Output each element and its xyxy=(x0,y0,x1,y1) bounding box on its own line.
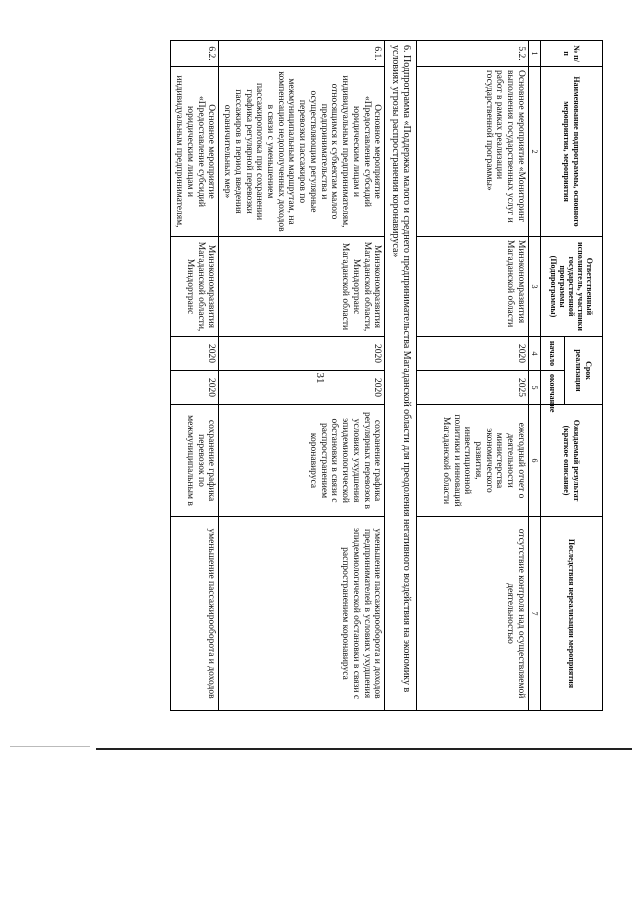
section-heading: 6. Подпрограмма «Поддержка малого и среднего предпринимательства Магаданской области для преодоления негативного воздействия на экономику в условиях угрозы распространения коронавируса» xyxy=(385,41,417,711)
row-responsible: Минэкономразвития Магаданской области xyxy=(416,237,528,337)
column-number: 1 xyxy=(528,41,540,67)
row-responsible: Минэкономразвития Магаданской области, Миндортранс Магаданской области xyxy=(219,237,385,337)
header-period: Срок реализации xyxy=(565,337,603,405)
page-number: 31 xyxy=(314,372,326,384)
row-name: Основное мероприятие «Предоставление субсидий юридическим лицам и индивидуальным предпринимателям, xyxy=(171,67,219,237)
row-num: 6.2. xyxy=(171,41,219,67)
header-result: Ожидаемый результат (краткое описание) xyxy=(541,405,603,517)
header-name: Наименование подпрограммы, основного мероприятия, мероприятия xyxy=(541,67,603,237)
column-number: 4 xyxy=(528,337,540,371)
row-name: Основное мероприятие «Предоставление субсидий юридическим лицам и индивидуальным предпринимателям, относящимся к субъектам малого предпринимательства и осуществляющим регулярные перевозки пассажиров по межмуниципальным маршрутам, на компенсацию недополученных доходов в связи с уменьшением пассажиропотока при сохранении графика регулярной перевозки пассажиров в период введения ограничительных мер» xyxy=(219,67,385,237)
measures-table xyxy=(170,40,603,711)
column-number: 3 xyxy=(528,237,540,337)
row-result: ежегодный отчет о деятельности министерства экономического развития, инвестиционной политики и инноваций Магаданской области xyxy=(416,405,528,517)
horizontal-rule xyxy=(96,748,632,750)
column-number: 7 xyxy=(528,517,540,711)
table-row xyxy=(219,41,385,711)
row-start: 2020 xyxy=(219,337,385,371)
row-consequences: уменьшение пассажирооборота и доходов предпринимателей в условиях ухудшения эпидемиологической обстановки в связи с распространением коронавируса xyxy=(219,517,385,711)
row-name: Основное мероприятие «Мониторинг выполнения государственных услуг и работ в рамках реализации государственной программы» xyxy=(416,67,528,237)
row-end: 2020 xyxy=(219,371,385,405)
header-num: № п/п xyxy=(541,41,603,67)
row-result: сохранение графика перевозок по межмуниципальным в xyxy=(171,405,219,517)
section-row xyxy=(385,41,417,711)
row-num: 5.2. xyxy=(416,41,528,67)
header-responsible: Ответственный исполнитель, участники государственной программы (Подпрограммы) xyxy=(541,237,603,337)
column-number: 6 xyxy=(528,405,540,517)
header-end: окончание xyxy=(541,371,565,405)
faint-edge-line xyxy=(10,746,90,747)
row-start: 2020 xyxy=(416,337,528,371)
rotated-table-container xyxy=(83,40,603,710)
row-num: 6.1. xyxy=(219,41,385,67)
row-responsible: Минэкономразвития Магаданской области, Миндортранс xyxy=(171,237,219,337)
header-start: начало xyxy=(541,337,565,371)
table-row xyxy=(171,41,219,711)
row-result: сохранение графика регулярных перевозок в условиях ухудшения эпидемиологической обстановки в связи с распространением коронавируса xyxy=(219,405,385,517)
column-numbers-row xyxy=(528,41,540,711)
row-consequences: уменьшение пассажирооборота и доходов xyxy=(171,517,219,711)
row-consequences: отсутствие контроля над осуществляемой деятельностью xyxy=(416,517,528,711)
header-consequences: Последствия нереализации мероприятия xyxy=(541,517,603,711)
row-end: 2025 xyxy=(416,371,528,405)
row-end: 2020 xyxy=(171,371,219,405)
table-header xyxy=(528,41,602,711)
row-start: 2020 xyxy=(171,337,219,371)
table-row xyxy=(416,41,528,711)
column-number: 2 xyxy=(528,67,540,237)
column-number: 5 xyxy=(528,371,540,405)
